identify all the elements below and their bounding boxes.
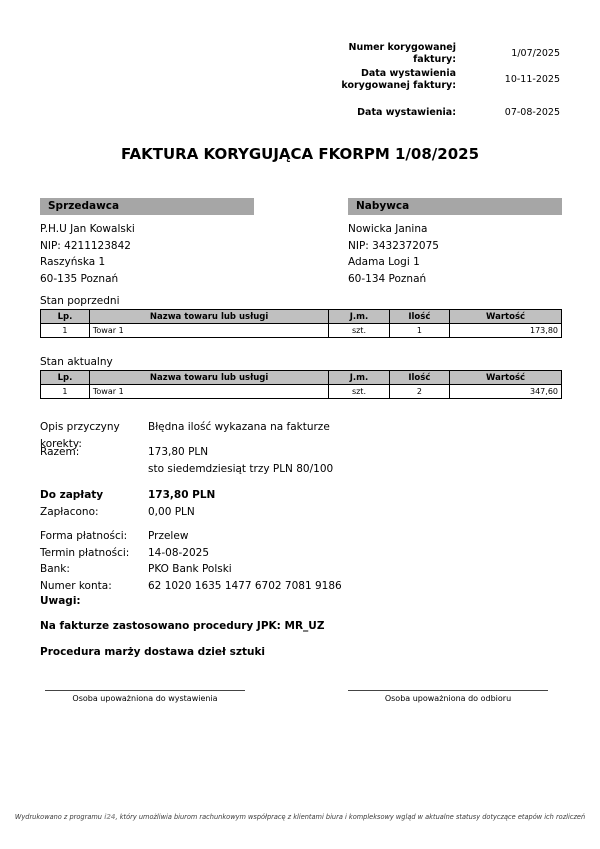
corrected-invoice-number-value: 1/07/2025	[511, 47, 560, 59]
signature-line	[45, 690, 245, 691]
meta-row-corrected-number	[328, 42, 560, 65]
notes-margin-procedure: Procedura marży dostawa dzieł sztuki	[40, 646, 266, 658]
cell-quantity: 2	[389, 385, 450, 399]
previous-state-table	[40, 309, 562, 338]
seller-nip: NIP: 4211123842	[40, 239, 131, 252]
signature-receiver	[348, 690, 548, 703]
buyer-details	[348, 221, 562, 287]
footer-suffix: , który umożliwia biurom rachunkowym współpracę z klientami biura i kompleksowy wgląd w aktualne statusy dotyczące etapów ich rozliczeń	[115, 813, 586, 821]
signature-receiver-label: Osoba upoważniona do odbioru	[384, 694, 512, 703]
amount-paid-value: 0,00 PLN	[148, 505, 195, 518]
amount-due-section	[40, 487, 470, 520]
seller-name: P.H.U Jan Kowalski	[40, 223, 135, 235]
seller-street: Raszyńska 1	[40, 256, 106, 268]
cell-lp: 1	[41, 324, 90, 338]
program-logo: i24	[104, 813, 116, 821]
issue-date-value: 07-08-2025	[504, 107, 560, 118]
seller-section	[40, 198, 254, 287]
total-amount: 173,80 PLN	[148, 446, 209, 458]
header-value: Wartość	[450, 310, 562, 324]
header-item-name: Nazwa towaru lub usługi	[89, 371, 328, 385]
meta-spacer	[328, 94, 560, 107]
table-row	[41, 324, 562, 338]
notes-jpk-procedure: Na fakturze zastosowano procedury JPK: MR_UZ	[40, 620, 325, 632]
cell-lp: 1	[41, 385, 90, 399]
payment-deadline-label: Termin płatności:	[40, 546, 130, 559]
corrected-invoice-date-label: Data wystawienia korygowanej faktury:	[341, 68, 456, 91]
signature-issuer	[45, 690, 245, 703]
cell-item-name: Towar 1	[89, 385, 328, 399]
header-item-name: Nazwa towaru lub usługi	[89, 310, 328, 324]
notes-section	[40, 595, 324, 658]
notes-header: Uwagi:	[40, 595, 81, 607]
header-unit: J.m.	[329, 371, 389, 385]
bank-label: Bank:	[40, 563, 70, 575]
cell-value: 173,80	[450, 324, 562, 338]
table-header-row	[41, 310, 562, 324]
buyer-city: 60-134 Poznań	[348, 272, 427, 285]
issue-date-label: Data wystawienia:	[357, 107, 456, 118]
cell-quantity: 1	[389, 324, 450, 338]
seller-city: 60-135 Poznań	[40, 272, 119, 285]
table-row	[41, 385, 562, 399]
total-label: Razem:	[40, 446, 80, 458]
cell-unit: szt.	[329, 385, 389, 399]
current-state-caption: Stan aktualny	[40, 356, 113, 368]
current-state-table	[40, 370, 562, 399]
amount-due-label: Do zapłaty	[40, 489, 104, 501]
correction-reason-value: Błędna ilość wykazana na fakturze	[148, 421, 330, 433]
buyer-header: Nabywca	[348, 198, 562, 215]
header-lp: Lp.	[41, 371, 90, 385]
buyer-name: Nowicka Janina	[348, 223, 428, 235]
table-header-row	[41, 371, 562, 385]
amount-due-value: 173,80 PLN	[148, 489, 216, 501]
buyer-street: Adama Logi 1	[348, 256, 420, 268]
header-lp: Lp.	[41, 310, 90, 324]
total-section	[40, 444, 470, 477]
payment-method-label: Forma płatności:	[40, 530, 128, 542]
header-value: Wartość	[450, 371, 562, 385]
signature-issuer-label: Osoba upoważniona do wystawienia	[72, 694, 218, 703]
footer-prefix: Wydrukowano z programu	[14, 813, 105, 821]
seller-header: Sprzedawca	[40, 198, 254, 215]
document-title: FAKTURA KORYGUJĄCA FKORPM 1/08/2025	[120, 145, 480, 163]
print-footer	[0, 813, 600, 821]
bank-value: PKO Bank Polski	[148, 563, 232, 575]
meta-row-issue-date	[328, 107, 560, 119]
corrected-invoice-number-label: Numer korygowanej faktury:	[348, 42, 456, 65]
total-amount-in-words: sto siedemdziesiąt trzy PLN 80/100	[148, 462, 334, 475]
invoice-meta	[328, 42, 560, 122]
cell-unit: szt.	[329, 324, 389, 338]
payment-method-value: Przelew	[148, 530, 189, 542]
meta-row-corrected-issue-date	[328, 68, 560, 91]
payment-deadline-value: 14-08-2025	[148, 546, 210, 559]
previous-state-caption: Stan poprzedni	[40, 295, 120, 307]
account-number-label: Numer konta:	[40, 579, 112, 592]
amount-paid-label: Zapłacono:	[40, 505, 99, 518]
buyer-section	[348, 198, 562, 287]
corrected-invoice-date-value: 10-11-2025	[504, 73, 560, 85]
correction-reason-label: Opis przyczyny korekty:	[40, 421, 120, 450]
header-quantity: Ilość	[389, 310, 450, 324]
cell-item-name: Towar 1	[89, 324, 328, 338]
seller-details	[40, 221, 254, 287]
signature-line	[348, 690, 548, 691]
header-quantity: Ilość	[389, 371, 450, 385]
cell-value: 347,60	[450, 385, 562, 399]
buyer-nip: NIP: 3432372075	[348, 239, 439, 252]
payment-details	[40, 528, 470, 594]
header-unit: J.m.	[329, 310, 389, 324]
account-number-value: 62 1020 1635 1477 6702 7081 9186	[148, 579, 342, 592]
